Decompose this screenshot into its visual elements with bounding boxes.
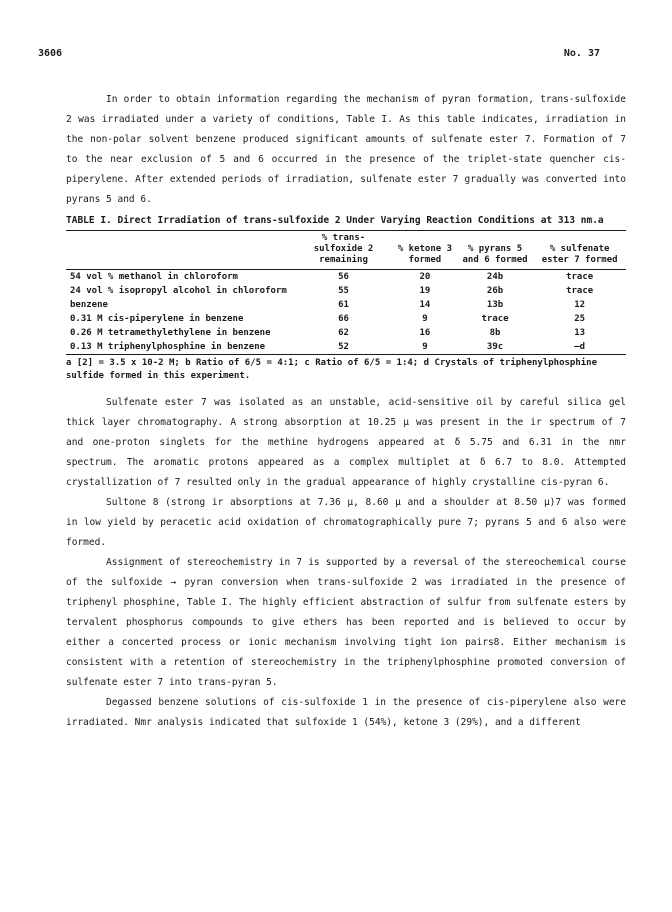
table-cell: 14 [419,300,431,310]
table-cell: 39c [486,342,504,352]
table-cell: 12 [574,300,586,310]
table-row [66,326,626,340]
table-cell: trace [566,286,594,296]
table-header-row [66,231,626,270]
table-cell: 55 [338,286,349,296]
table-cell: 24 vol % isopropyl alcohol in chloroform [70,286,287,296]
table-cell: trace [481,314,509,324]
table-cell: 66 [338,314,349,324]
table-cell: 8b [489,328,501,338]
table-cell: 25 [574,314,586,324]
table-cell: 62 [338,328,349,338]
table-header-cell: % ketone 3 formed [393,231,457,270]
table-header-cell: % trans-sulfoxide 2 remaining [294,231,393,270]
table-cell: 0.31 M cis-piperylene in benzene [70,314,244,324]
table-cell: 26b [486,286,504,296]
table-row [66,270,626,285]
table-cell: 13b [486,300,504,310]
table-title: TABLE I. Direct Irradiation of trans-sulfoxide 2 Under Varying Reaction Conditions at 313 nm.a [66,215,604,226]
table-cell: benzene [70,300,108,310]
paragraph-1: In order to obtain information regarding the mechanism of pyran formation, trans-sulfoxide 2 was irradiated under a variety of conditions, Table I. As this table indicates, irradiation in the non-polar solvent benzene produced significant amounts of sulfenate ester 7. Formation of 7 to the near exclusion of 5 and 6 occurred in the presence of the triplet-state quencher cis-piperylene. After extended periods of irradiation, sulfenate ester 7 gradually was converted into pyrans 5 and 6. [66,94,626,205]
table-header-cell: % pyrans 5 and 6 formed [457,231,533,270]
table-cell: 9 [422,314,428,324]
table-row [66,298,626,312]
page-number: 3606 [38,48,63,59]
table-cell: 13 [574,328,586,338]
table-cell: trace [566,272,594,282]
table-row [66,312,626,326]
table-footnote: a [2] = 3.5 x 10-2 M; b Ratio of 6/5 = 4:1; c Ratio of 6/5 = 1:4; d Crystals of triphenylphosphine sulfide formed in this experiment. [66,354,626,383]
issue-number: No. 37 [563,48,600,59]
table-cell: 54 vol % methanol in chloroform [70,272,238,282]
table-cell: 61 [338,300,349,310]
results-table [66,230,626,354]
table-cell: 56 [338,272,349,282]
table-cell: 16 [419,328,431,338]
paragraph-4: Assignment of stereochemistry in 7 is supported by a reversal of the stereochemical course of the sulfoxide → pyran conversion when trans-sulfoxide 2 was irradiated in the presence of triphenyl phosphine, Table I. The highly efficient abstraction of sulfur from sulfenate esters by tervalent phosphorus compounds to give ethers has been reported and is believed to occur by either a concerted process or ionic mechanism involving tight ion pairs8. Either mechanism is consistent with a retention of stereochemistry in the triphenylphosphine promoted conversion of sulfenate ester 7 into trans-pyran 5. [66,557,626,688]
table-header-cell: % sulfenate ester 7 formed [533,231,626,270]
table-row [66,340,626,354]
table-cell: 20 [419,272,431,282]
table-cell: 0.13 M triphenylphosphine in benzene [70,342,266,352]
table-cell: 24b [486,272,504,282]
table-cell: 0.26 M tetramethylethylene in benzene [70,328,271,338]
table-header-cell [66,231,294,270]
table-row [66,284,626,298]
table-cell: —d [574,342,586,352]
paragraph-3: Sultone 8 (strong ir absorptions at 7.36 μ, 8.60 μ and a shoulder at 8.50 μ)7 was formed in low yield by peracetic acid oxidation of chromatographically pure 7; pyrans 5 and 6 also were formed. [66,497,626,548]
paragraph-2: Sulfenate ester 7 was isolated as an unstable, acid-sensitive oil by careful silica gel thick layer chromatography. A strong absorption at 10.25 μ was present in the ir spectrum of 7 and one-proton singlets for the methine hydrogens appeared at δ 5.75 and 6.31 in the nmr spectrum. The aromatic protons appeared as a complex multiplet at δ 6.7 to 8.0. Attempted crystallization of 7 resulted only in the gradual appearance of highly crystalline cis-pyran 6. [66,397,626,488]
paragraph-5: Degassed benzene solutions of cis-sulfoxide 1 in the presence of cis-piperylene also were irradiated. Nmr analysis indicated that sulfoxide 1 (54%), ketone 3 (29%), and a different [66,697,626,728]
table-cell: 9 [422,342,428,352]
table-cell: 52 [338,342,349,352]
table-cell: 19 [419,286,431,296]
article-body [66,90,626,733]
